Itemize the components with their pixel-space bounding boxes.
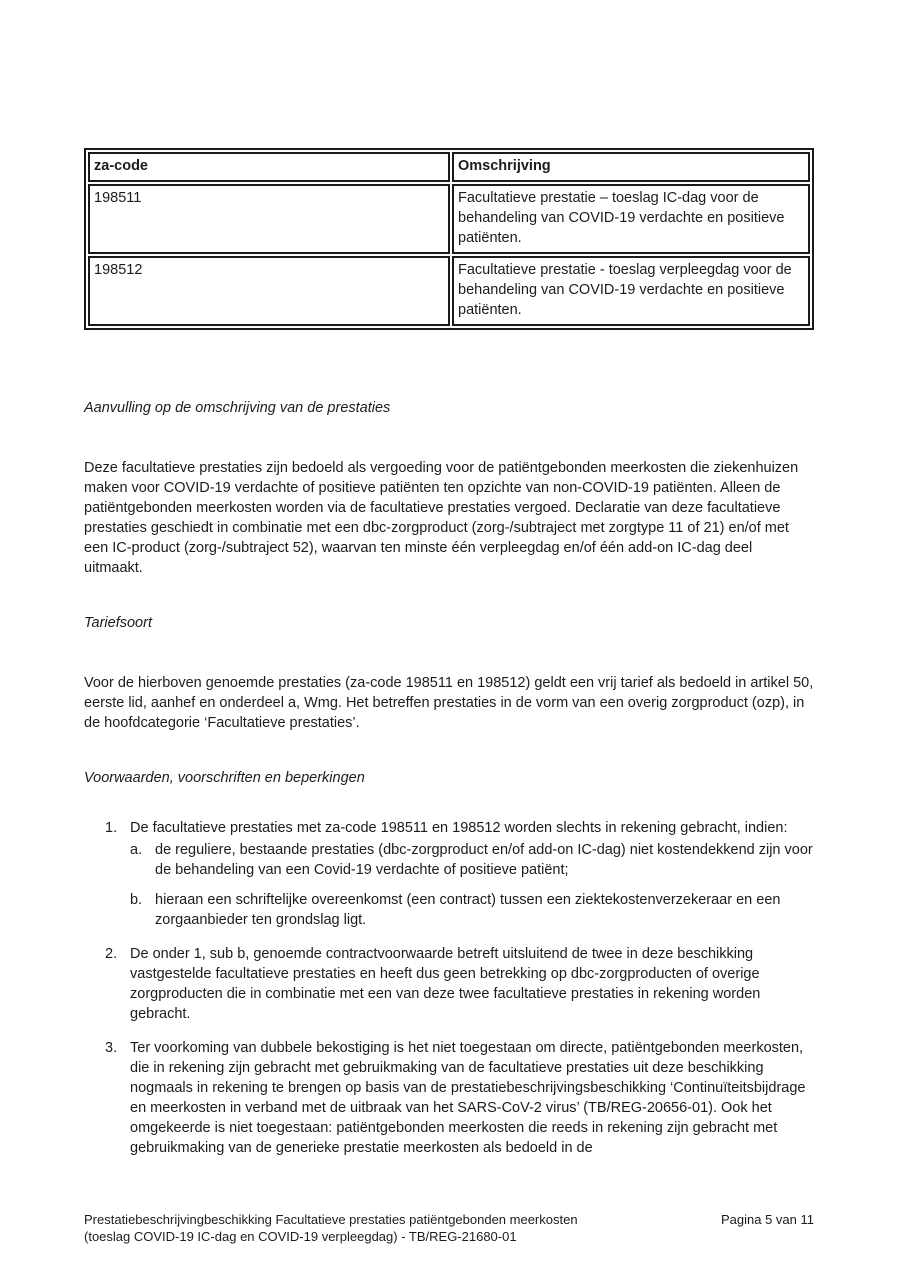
list-item-text: Ter voorkoming van dubbele bekostiging is het niet toegestaan om directe, patiëntgebonden meerkosten, die in rekening zijn gebracht met gebruikmaking van de facultatieve prestaties uit deze beschikking nogmaals in rekening te brengen op basis van de prestatiebeschrijvingsbeschikking ‘Continuïteitsbijdrage en meerkosten in verband met de uitbraak van het SARS-CoV-2 virus’ (TB/REG-20656-01). Ook het omgekeerde is niet toegestaan: patiëntgebonden meerkosten die reeds in rekening zijn gebracht met gebruikmaking van de generieke prestatie meerkosten als bedoeld in de [130, 1040, 806, 1156]
footer-document-title [84, 1212, 578, 1245]
sublist-item-b [130, 890, 814, 930]
table-header-za-code: za-code [88, 152, 450, 182]
list-item-2 [84, 944, 814, 1024]
list-item-1 [84, 818, 814, 930]
table-row [88, 256, 810, 326]
table-row [88, 184, 810, 254]
sublist-item-text: hieraan een schriftelijke overeenkomst (een contract) tussen een ziektekostenverzekeraar en een zorgaanbieder ten grondslag ligt. [155, 892, 781, 928]
paragraph-tariefsoort: Voor de hierboven genoemde prestaties (za-code 198511 en 198512) geldt een vrij tarief als bedoeld in artikel 50, eerste lid, aanhef en onderdeel a, Wmg. Het betreffen prestaties in de vorm van een overig zorgproduct (ozp), in de hoofdcategorie ‘Facultatieve prestaties’. [84, 675, 814, 731]
table-header-omschrijving: Omschrijving [452, 152, 810, 182]
footer-title-line-1: Prestatiebeschrijvingbeschikking Facultatieve prestaties patiëntgebonden meerkosten [84, 1212, 578, 1227]
list-marker: 1. [105, 820, 118, 836]
list-item-content [130, 818, 814, 930]
description-cell: Facultatieve prestatie – toeslag IC-dag voor de behandeling van COVID-19 verdachte en positieve patiënten. [452, 184, 810, 254]
sublist-marker: b. [130, 892, 143, 908]
sublist-item-text: de reguliere, bestaande prestaties (dbc-zorgproduct en/of add-on IC-dag) niet kostendekkend zijn voor de behandeling van een Covid-19 verdachte of positieve patiënt; [155, 842, 813, 878]
page-number: Pagina 5 van 11 [721, 1212, 814, 1227]
section-heading-voorwaarden: Voorwaarden, voorschriften en beperkingen [84, 770, 365, 786]
sublist-item-a [130, 840, 814, 880]
list-item-3 [84, 1038, 814, 1158]
za-code-cell: 198511 [88, 184, 450, 254]
table-header-row [88, 152, 810, 182]
za-code-table [84, 148, 814, 330]
list-item-content [130, 944, 814, 1024]
paragraph-aanvulling: Deze facultatieve prestaties zijn bedoeld als vergoeding voor de patiëntgebonden meerkosten die ziekenhuizen maken voor COVID-19 verdachte of positieve patiënten ten opzichte van non-COVID-19 patiënten. Alleen de patiëntgebonden meerkosten worden via de facultatieve prestaties vergoed. Declaratie van deze facultatieve prestaties geschiedt in combinatie met een dbc-zorgproduct (zorg-/subtraject met zorgtype 11 of 21) en/of met een IC-product (zorg-/subtraject 52), waarvan ten minste één verpleegdag en/of één add-on IC-dag deel uitmaakt. [84, 460, 799, 576]
section-heading-tariefsoort: Tariefsoort [84, 615, 152, 631]
sublist-marker: a. [130, 842, 143, 858]
conditions-list [84, 818, 814, 1158]
list-marker: 2. [105, 946, 118, 962]
list-item-text: De onder 1, sub b, genoemde contractvoorwaarde betreft uitsluitend de twee in deze beschikking vastgestelde facultatieve prestaties en heeft dus geen betrekking op dbc-zorgproducten of overige zorgproducten die in combinatie met een van deze twee facultatieve prestaties in rekening worden gebracht. [130, 946, 761, 1022]
sublist [130, 840, 814, 930]
description-cell: Facultatieve prestatie - toeslag verpleegdag voor de behandeling van COVID-19 verdachte en positieve patiënten. [452, 256, 810, 326]
section-heading-aanvulling: Aanvulling op de omschrijving van de prestaties [84, 400, 391, 416]
footer-title-line-2: (toeslag COVID-19 IC-dag en COVID-19 verpleegdag) - TB/REG-21680-01 [84, 1228, 517, 1244]
list-marker: 3. [105, 1040, 118, 1056]
page-footer [84, 1212, 814, 1245]
list-item-content [130, 1038, 814, 1158]
list-item-text: De facultatieve prestaties met za-code 198511 en 198512 worden slechts in rekening gebracht, indien: [130, 820, 788, 836]
za-code-cell: 198512 [88, 256, 450, 326]
